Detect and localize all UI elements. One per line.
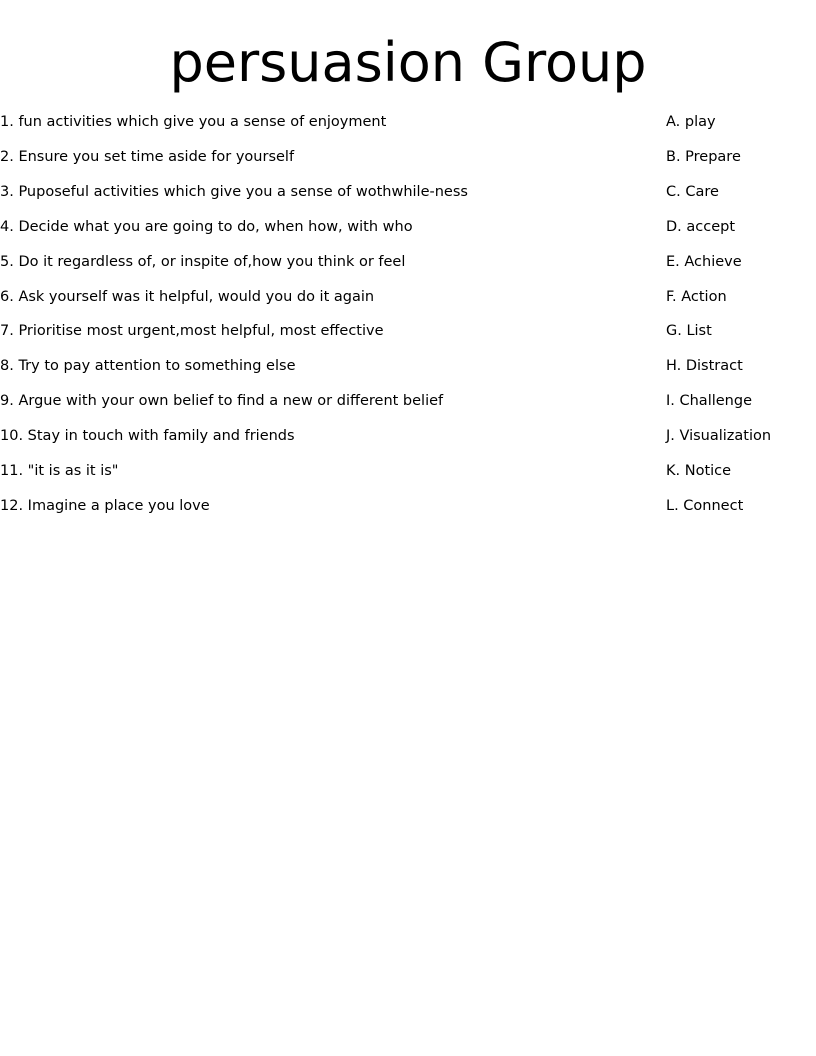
answer-option: G. List (666, 323, 712, 340)
question-text: 1. fun activities which give you a sense of enjoyment (0, 114, 387, 130)
list-item (0, 285, 816, 309)
list-item (0, 354, 816, 378)
list-item (0, 494, 816, 518)
answer-option: C. Care (666, 183, 719, 200)
question-text: 9. Argue with your own belief to find a new or different belief (0, 393, 444, 410)
question-text: 6. Ask yourself was it helpful, would you do it again (0, 288, 375, 305)
answer-option: J. Visualization (666, 428, 772, 445)
question-text: 10. Stay in touch with family and friends (0, 428, 295, 445)
question-text: 4. Decide what you are going to do, when how, with who (0, 218, 413, 235)
answer-option: K. Notice (666, 463, 732, 479)
question-text: 12. Imagine a place you love (0, 497, 210, 514)
list-item (0, 215, 816, 239)
answer-option: I. Challenge (666, 393, 752, 410)
list-item (0, 424, 816, 448)
question-text: 7. Prioritise most urgent,most helpful, most effective (0, 323, 384, 340)
list-item (0, 145, 816, 169)
question-text: 8. Try to pay attention to something else (0, 358, 296, 375)
answer-option: L. Connect (666, 497, 744, 514)
question-text: 2. Ensure you set time aside for yourself (0, 148, 295, 165)
list-item (0, 180, 816, 204)
page-title: persuasion Group (169, 31, 647, 94)
list-item (0, 250, 816, 274)
list-item (0, 319, 816, 343)
list-item (0, 389, 816, 413)
answer-option: D. accept (666, 218, 736, 235)
answer-option: A. play (666, 114, 716, 130)
answer-option: F. Action (666, 288, 727, 305)
answer-option: B. Prepare (666, 148, 741, 165)
answer-option: H. Distract (666, 358, 743, 375)
answer-option: E. Achieve (666, 253, 742, 270)
question-text: 11. "it is as it is" (0, 463, 119, 479)
question-text: 5. Do it regardless of, or inspite of,how you think or feel (0, 253, 406, 270)
list-item (0, 459, 816, 483)
question-text: 3. Puposeful activities which give you a sense of wothwhile-ness (0, 183, 468, 200)
list-item (0, 110, 816, 134)
